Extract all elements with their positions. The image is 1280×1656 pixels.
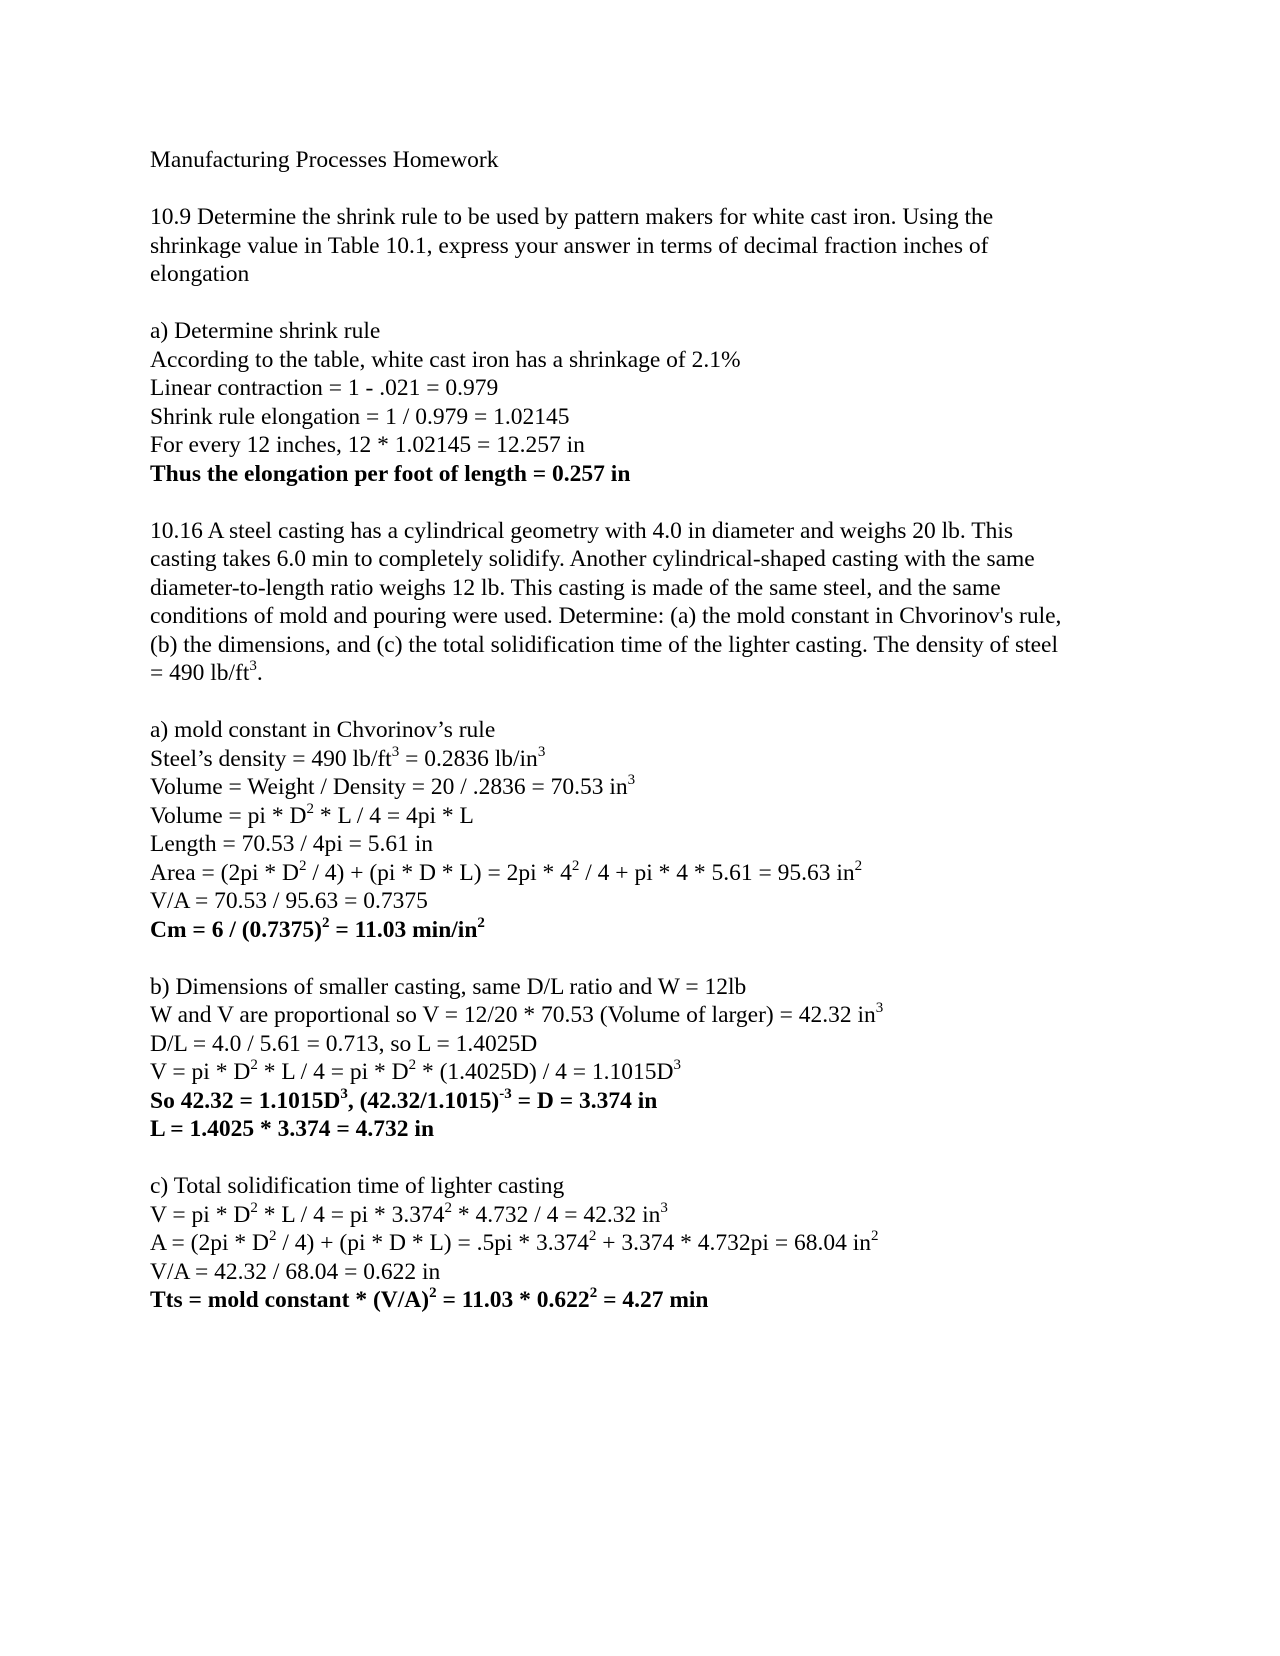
problem-10-16-statement-line: 10.16 A steel casting has a cylindrical geometry with 4.0 in diameter and weighs 20 lb. This bbox=[150, 517, 1014, 544]
problem-10-16-statement-line: conditions of mold and pouring were used. Determine: (a) the mold constant in Chvorinov's rule, bbox=[150, 603, 1062, 629]
solution-line: Volume = pi * $D^2 * L / 4 = 4pi * L$ bbox=[150, 800, 474, 829]
problem-10-16-statement-line: (b) the dimensions, and (c) the total solidification time of the lighter casting. The density of steel bbox=[150, 631, 1059, 658]
solution-line: D/L = 4.0 / 5.61 = 0.713, so L = 1.4025D bbox=[150, 1030, 538, 1057]
part-c-heading: c) Total solidification time of lighter casting bbox=[150, 1173, 565, 1199]
document-body bbox=[150, 146, 1150, 1315]
solution-line: $A = (2pi * D^2 / 4) + (pi * D * L) = .5pi * 3.374^2 + 3.374 * 4.732pi = 68.04$ $in^2$ bbox=[150, 1228, 879, 1256]
problem-10-16-statement-line: = 490 $lb/ft^3$. bbox=[150, 658, 263, 686]
answer-line: $Cm = 6 / (0.7375)^2 = 11.03$ $\min/in^2$ bbox=[150, 914, 485, 943]
solution-line: V = pi * $D^2$ * L / 4 = pi * 3.374$^2$ * 4.732 / 4 = 42.32 $in^3$ bbox=[150, 1199, 668, 1228]
answer-line: Tts = mold constant * $(V/A)^2 = 11.03 * 0.622^2 = 4.27$ min bbox=[150, 1285, 709, 1313]
problem-10-9-statement-line: elongation bbox=[150, 261, 250, 287]
solution-line: Linear contraction = 1 - .021 = 0.979 bbox=[150, 375, 499, 401]
solution-line: Area = $(2pi * D^2 / 4) + (pi * D * L) = 2pi * 4^2 / 4$ + pi * 4 * 5.61 = 95.63 $in^2$ bbox=[150, 857, 863, 886]
document-title: Manufacturing Processes Homework bbox=[150, 147, 499, 173]
problem-10-16-statement-line: casting takes 6.0 min to completely solidify. Another cylindrical-shaped casting with the same bbox=[150, 546, 1035, 572]
solution-line: V/A = 42.32 / 68.04 = 0.622 in bbox=[150, 1258, 441, 1285]
solution-line: Shrink rule elongation = 1 / 0.979 = 1.02145 bbox=[150, 403, 570, 430]
solution-line: V/A = 70.53 / 95.63 = 0.7375 bbox=[150, 888, 428, 914]
part-b-heading: b) Dimensions of smaller casting, same D/L ratio and W = 12lb bbox=[150, 973, 747, 1000]
answer-line: Thus the elongation per foot of length = 0.257 in bbox=[150, 460, 631, 487]
solution-line: Volume = Weight / Density = 20 / .2836 = 70.53 $in^3$ bbox=[150, 772, 636, 800]
solution-line: Length = 70.53 / 4pi = 5.61 in bbox=[150, 831, 434, 857]
answer-line: So $42.32 = 1.1015D^3$, $(42.32/1.1015)^{-3} = D = 3.374$ in bbox=[150, 1085, 658, 1114]
problem-10-9-statement-line: shrinkage value in Table 10.1, express your answer in terms of decimal fraction inches of bbox=[150, 232, 989, 259]
problem-10-16-statement-line: diameter-to-length ratio weighs 12 lb. This casting is made of the same steel, and the same bbox=[150, 574, 1001, 601]
solution-line: For every 12 inches, 12 * 1.02145 = 12.257 in bbox=[150, 432, 585, 458]
part-a-heading: a) Determine shrink rule bbox=[150, 318, 381, 344]
solution-line: V = pi * $D^2$ * L / 4 = pi * $D^2 * (1.4025D) / 4 = 1.1015D^3$ bbox=[150, 1057, 681, 1085]
problem-10-9-statement-line: 10.9 Determine the shrink rule to be used by pattern makers for white cast iron. Using the bbox=[150, 204, 994, 230]
answer-line: L = 1.4025 * 3.374 = 4.732 in bbox=[150, 1116, 435, 1142]
solution-line: Steel’s density = 490 $lb/ft^3 = 0.2836$ $lb/in^3$ bbox=[150, 743, 546, 772]
solution-line: W and V are proportional so V = 12/20 * 70.53 (Volume of larger) = 42.32 $in^3$ bbox=[150, 1000, 884, 1028]
part-a-heading: a) mold constant in Chvorinov’s rule bbox=[150, 717, 496, 743]
solution-line: According to the table, white cast iron has a shrinkage of 2.1% bbox=[150, 346, 741, 373]
